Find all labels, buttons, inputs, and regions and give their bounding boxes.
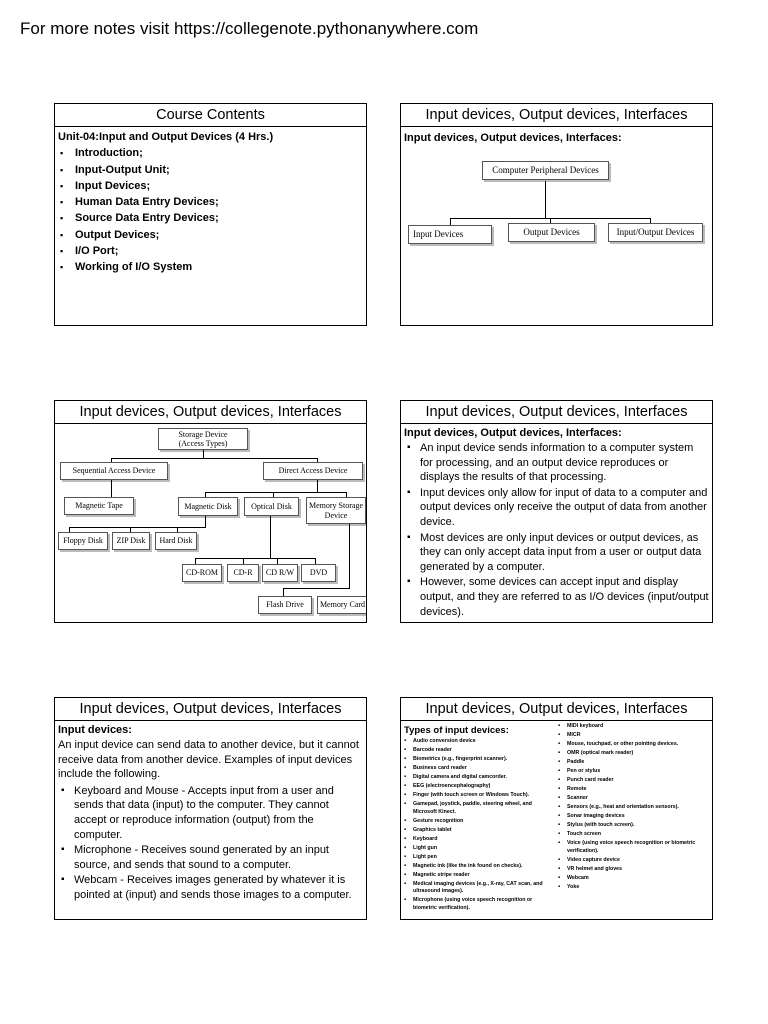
diagram-node: Storage Device (Access Types) (158, 428, 248, 450)
input-type-item: ▪ Gamepad, joystick, paddle, steering wheel, and Microsoft Kinect. (404, 801, 556, 816)
diagram-node: CD-ROM (182, 564, 222, 582)
input-type-item: ▪ Webcam (558, 875, 712, 883)
input-type-item: ▪ Sonar imaging devices (558, 813, 712, 821)
input-type-item: ▪ Biometrics (e.g., fingerprint scanner). (404, 756, 556, 764)
diagram-node: Memory Card (317, 596, 367, 614)
example-item: ▪ Webcam - Receives images generated by whatever it is pointed at (input) and sends those images to a computer. (58, 873, 363, 902)
input-type-item: ▪ Stylus (with touch screen). (558, 822, 712, 830)
slide-input-device-types (400, 697, 713, 920)
diagram-node: Output Devices (508, 223, 595, 242)
slide-subtitle: Input devices, Output devices, Interfaces: (404, 132, 622, 144)
contents-item: ▪ Source Data Entry Devices; (58, 210, 363, 226)
input-type-item: ▪ Light gun (404, 845, 556, 853)
diagram-node: Sequential Access Device (60, 462, 168, 480)
input-type-item: ▪ Keyboard (404, 836, 556, 844)
diagram-node: ZIP Disk (112, 532, 150, 550)
definition-item: ▪ However, some devices can accept input and display output, and they are referred to as I/O devices (input/output devices). (404, 575, 709, 619)
slide-title: Input devices, Output devices, Interfaces (55, 698, 366, 721)
diagram-node: Floppy Disk (58, 532, 108, 550)
slide-peripheral-devices (400, 103, 713, 326)
example-item: ▪ Keyboard and Mouse - Accepts input from a user and sends that data (input) to the computer. They cannot accept or reproduce information (output) from the computer. (58, 784, 363, 842)
slide-subtitle: Input devices: (58, 724, 132, 736)
contents-item: ▪ Output Devices; (58, 227, 363, 243)
input-type-item: ▪ Magnetic ink (like the ink found on checks). (404, 863, 556, 871)
diagram-node: Flash Drive (258, 596, 312, 614)
input-type-item: ▪ Video capture device (558, 857, 712, 865)
input-type-item: ▪ Yoke (558, 884, 712, 892)
input-type-item: ▪ VR helmet and gloves (558, 866, 712, 874)
input-type-item: ▪ Sensors (e.g., heat and orientation sensors). (558, 804, 712, 812)
input-types-list-1 (404, 738, 556, 912)
definition-list (404, 441, 709, 619)
input-type-item: ▪ EEG (electroencephalography) (404, 783, 556, 791)
contents-item: ▪ Working of I/O System (58, 259, 363, 275)
diagram-node: DVD (301, 564, 336, 582)
input-type-item: ▪ Audio conversion device (404, 738, 556, 746)
input-type-item: ▪ Graphics tablet (404, 827, 556, 835)
input-type-item: ▪ Voice (using voice speech recognition or biometric verification). (558, 840, 712, 855)
contents-list (58, 145, 363, 275)
slide-title: Input devices, Output devices, Interfaces (401, 104, 712, 127)
diagram-node: Memory Storage Device (306, 497, 366, 524)
input-type-item: ▪ Punch card reader (558, 777, 712, 785)
slide-subtitle: Types of input devices: (404, 725, 509, 736)
input-type-item: ▪ MIDI keyboard (558, 723, 712, 731)
examples-list (58, 784, 363, 903)
slide-input-devices (54, 697, 367, 920)
diagram-node: CD-R (227, 564, 259, 582)
contents-item: ▪ I/O Port; (58, 243, 363, 259)
input-type-item: ▪ Mouse, touchpad, or other pointing devices. (558, 741, 712, 749)
input-type-item: ▪ Paddle (558, 759, 712, 767)
slide-title: Course Contents (55, 104, 366, 127)
input-type-item: ▪ Barcode reader (404, 747, 556, 755)
diagram-node: Magnetic Tape (64, 497, 134, 515)
diagram-node: Optical Disk (244, 497, 299, 516)
input-type-item: ▪ Pen or stylus (558, 768, 712, 776)
input-type-item: ▪ Digital camera and digital camcorder. (404, 774, 556, 782)
definition-item: ▪ Most devices are only input devices or output devices, as they can only accept data input from a user or output data generated by a computer. (404, 531, 709, 575)
input-type-item: ▪ Medical imaging devices (e.g., X-ray, CAT scan, and ultrasound images). (404, 881, 556, 896)
contents-item: ▪ Input Devices; (58, 178, 363, 194)
slide-title: Input devices, Output devices, Interfaces (401, 698, 712, 721)
slide-title: Input devices, Output devices, Interfaces (55, 401, 366, 424)
slide-course-contents (54, 103, 367, 326)
contents-item: ▪ Human Data Entry Devices; (58, 194, 363, 210)
definition-item: ▪ Input devices only allow for input of data to a computer and output devices only receive the output of data from another device. (404, 486, 709, 530)
input-type-item: ▪ Light pen (404, 854, 556, 862)
input-type-item: ▪ Business card reader (404, 765, 556, 773)
slide-storage-devices (54, 400, 367, 623)
slide-title: Input devices, Output devices, Interfaces (401, 401, 712, 424)
input-type-item: ▪ MICR (558, 732, 712, 740)
diagram-node: Direct Access Device (263, 462, 363, 480)
input-type-item: ▪ OMR (optical mark reader) (558, 750, 712, 758)
diagram-node: Input/Output Devices (608, 223, 703, 242)
input-type-item: ▪ Finger (with touch screen or Windows Touch). (404, 792, 556, 800)
unit-heading: Unit-04:Input and Output Devices (4 Hrs.) (58, 131, 274, 143)
diagram-node: CD R/W (262, 564, 298, 582)
input-type-item: ▪ Scanner (558, 795, 712, 803)
definition-item: ▪ An input device sends information to a computer system for processing, and an output device reproduces or displays the results of that processing. (404, 441, 709, 485)
input-type-item: ▪ Gesture recognition (404, 818, 556, 826)
input-types-list-2 (558, 723, 712, 891)
diagram-node: Input Devices (408, 225, 492, 244)
diagram-node: Magnetic Disk (178, 497, 238, 516)
diagram-node: Computer Peripheral Devices (482, 161, 609, 180)
diagram-node: Hard Disk (155, 532, 197, 550)
slide-intro: An input device can send data to another device, but it cannot receive data from another device. Examples of input devices include the following. (58, 739, 359, 781)
slide-io-definitions (400, 400, 713, 623)
contents-item: ▪ Input-Output Unit; (58, 162, 363, 178)
input-type-item: ▪ Touch screen (558, 831, 712, 839)
input-type-item: ▪ Microphone (using voice speech recognition or biometric verification). (404, 897, 556, 912)
page-header: For more notes visit https://collegenote.pythonanywhere.com (20, 19, 479, 38)
slide-subtitle: Input devices, Output devices, Interfaces: (404, 427, 622, 439)
input-type-item: ▪ Magnetic stripe reader (404, 872, 556, 880)
input-type-item: ▪ Remote (558, 786, 712, 794)
contents-item: ▪ Introduction; (58, 145, 363, 161)
example-item: ▪ Microphone - Receives sound generated by an input source, and sends that sound to a computer. (58, 843, 363, 872)
